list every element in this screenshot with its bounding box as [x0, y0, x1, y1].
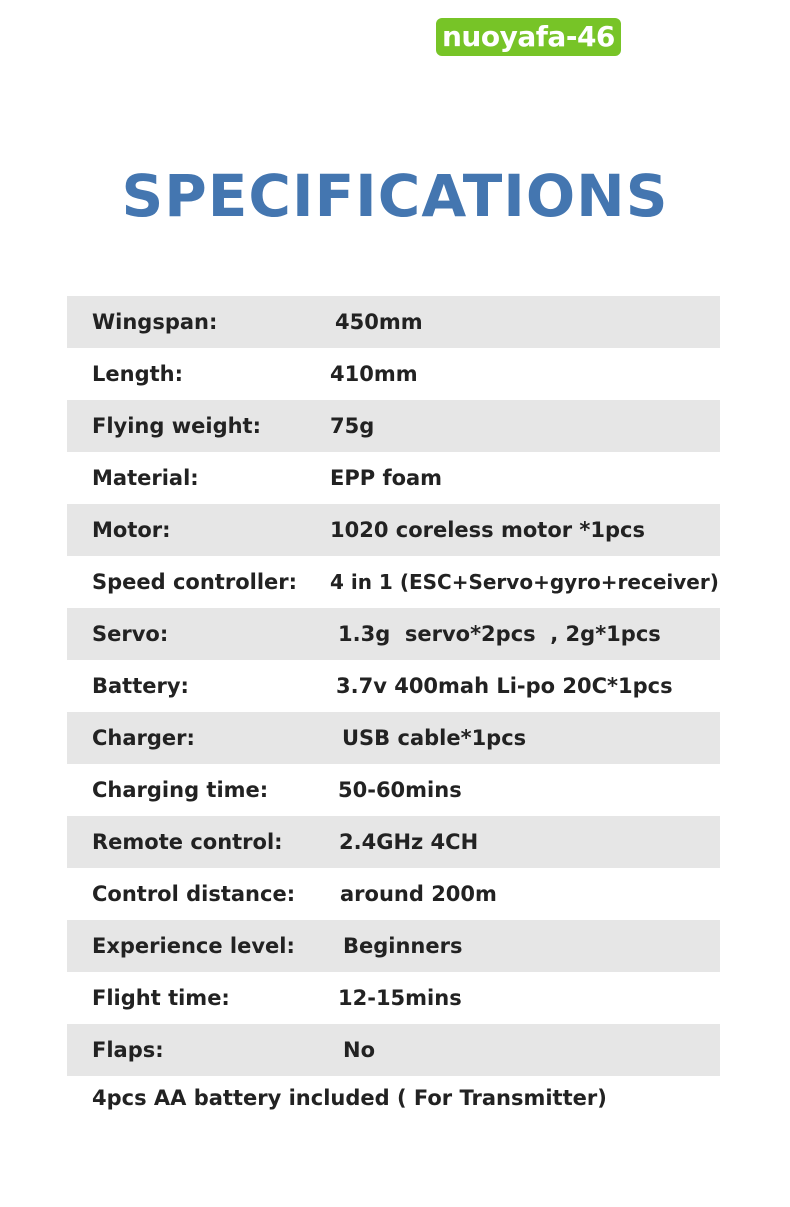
spec-value: 75g: [330, 414, 375, 438]
spec-label: Battery:: [92, 674, 189, 698]
spec-value: No: [343, 1038, 376, 1062]
page-title: SPECIFICATIONS: [121, 162, 669, 230]
spec-value: 450mm: [335, 310, 423, 334]
spec-row-battery: [67, 660, 720, 712]
spec-row-charging-time: [67, 764, 720, 816]
spec-row-flying-weight: [67, 400, 720, 452]
spec-value: USB cable*1pcs: [342, 726, 527, 750]
spec-value: around 200m: [340, 882, 497, 906]
spec-row-length: [67, 348, 720, 400]
spec-label: Wingspan:: [92, 310, 218, 334]
spec-label: Experience level:: [92, 934, 295, 958]
spec-label: Speed controller:: [92, 570, 298, 594]
spec-label: Flying weight:: [92, 414, 261, 438]
spec-row-control-distance: [67, 868, 720, 920]
spec-label: Motor:: [92, 518, 171, 542]
spec-value: 1020 coreless motor *1pcs: [330, 518, 645, 542]
spec-row-charger: [67, 712, 720, 764]
spec-label: Remote control:: [92, 830, 283, 854]
spec-value: 410mm: [330, 362, 418, 386]
spec-label: Charging time:: [92, 778, 269, 802]
spec-value: EPP foam: [330, 466, 443, 490]
watermark-badge: nuoyafa-46: [436, 18, 621, 56]
spec-label: Control distance:: [92, 882, 296, 906]
spec-value: 50-60mins: [338, 778, 462, 802]
spec-label: Length:: [92, 362, 183, 386]
spec-label: Charger:: [92, 726, 195, 750]
spec-row-speed-controller: [67, 556, 720, 608]
spec-value: 12-15mins: [338, 986, 462, 1010]
spec-row-remote-control: [67, 816, 720, 868]
spec-row-servo: [67, 608, 720, 660]
spec-row-flight-time: [67, 972, 720, 1024]
spec-value: 3.7v 400mah Li-po 20C*1pcs: [336, 674, 673, 698]
spec-row-material: [67, 452, 720, 504]
spec-label: Flaps:: [92, 1038, 164, 1062]
spec-label: Flight time:: [92, 986, 230, 1010]
spec-row-wingspan: [67, 296, 720, 348]
spec-value: 1.3g servo*2pcs , 2g*1pcs: [338, 622, 661, 646]
spec-value: Beginners: [343, 934, 463, 958]
spec-label: Servo:: [92, 622, 169, 646]
spec-row-experience-level: [67, 920, 720, 972]
spec-label: Material:: [92, 466, 199, 490]
spec-table: [67, 296, 720, 1076]
spec-row-motor: [67, 504, 720, 556]
battery-note: 4pcs AA battery included ( For Transmitter): [92, 1086, 607, 1110]
spec-row-flaps: [67, 1024, 720, 1076]
spec-value: 4 in 1 (ESC+Servo+gyro+receiver): [330, 570, 719, 594]
spec-value: 2.4GHz 4CH: [339, 830, 479, 854]
